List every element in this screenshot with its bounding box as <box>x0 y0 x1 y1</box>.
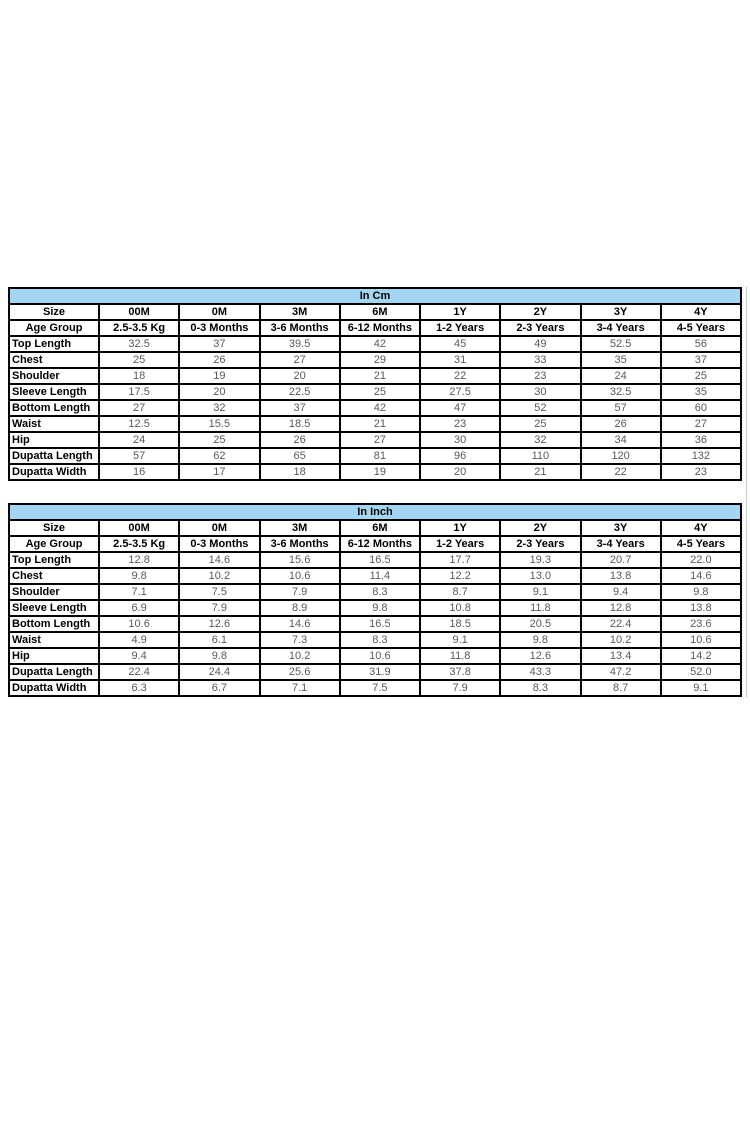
measurement-value: 120 <box>581 448 661 464</box>
measurement-value: 47 <box>420 400 500 416</box>
measurement-row-dupatta-width <box>9 464 741 480</box>
measurement-value: 23.6 <box>661 616 741 632</box>
measurement-value: 9.8 <box>340 600 420 616</box>
measurement-label: Chest <box>9 352 99 368</box>
measurement-value: 36 <box>661 432 741 448</box>
size-header-cell: 00M <box>99 520 179 536</box>
measurement-value: 17 <box>179 464 259 480</box>
measurement-value: 22.4 <box>99 664 179 680</box>
size-chart-tables <box>8 287 742 719</box>
age-group-header-row <box>9 536 741 552</box>
age-group-header-cell: 3-4 Years <box>581 536 661 552</box>
measurement-value: 52 <box>500 400 580 416</box>
measurement-value: 16.5 <box>340 552 420 568</box>
measurement-value: 19 <box>179 368 259 384</box>
size-header-cell: 0M <box>179 520 259 536</box>
measurement-value: 57 <box>99 448 179 464</box>
measurement-value: 9.4 <box>99 648 179 664</box>
measurement-value: 24 <box>99 432 179 448</box>
measurement-value: 20 <box>260 368 340 384</box>
measurement-value: 81 <box>340 448 420 464</box>
age-group-header-cell: 6-12 Months <box>340 536 420 552</box>
measurement-value: 132 <box>661 448 741 464</box>
measurement-value: 22.5 <box>260 384 340 400</box>
measurement-value: 42 <box>340 336 420 352</box>
measurement-value: 8.7 <box>581 680 661 696</box>
measurement-label: Top Length <box>9 336 99 352</box>
size-header-label: Size <box>9 520 99 536</box>
size-header-cell: 2Y <box>500 520 580 536</box>
measurement-value: 37 <box>179 336 259 352</box>
measurement-value: 32 <box>500 432 580 448</box>
measurement-label: Top Length <box>9 552 99 568</box>
age-group-header-cell: 3-6 Months <box>260 320 340 336</box>
measurement-value: 110 <box>500 448 580 464</box>
size-header-row <box>9 520 741 536</box>
measurement-value: 32.5 <box>581 384 661 400</box>
size-header-cell: 6M <box>340 520 420 536</box>
age-group-header-cell: 2.5-3.5 Kg <box>99 536 179 552</box>
measurement-value: 57 <box>581 400 661 416</box>
size-header-cell: 0M <box>179 304 259 320</box>
measurement-value: 27 <box>340 432 420 448</box>
size-header-cell: 1Y <box>420 520 500 536</box>
measurement-label: Chest <box>9 568 99 584</box>
measurement-value: 26 <box>179 352 259 368</box>
measurement-value: 6.9 <box>99 600 179 616</box>
measurement-label: Dupatta Length <box>9 664 99 680</box>
measurement-label: Bottom Length <box>9 616 99 632</box>
measurement-value: 6.7 <box>179 680 259 696</box>
age-group-header-cell: 4-5 Years <box>661 536 741 552</box>
measurement-value: 10.6 <box>340 648 420 664</box>
measurement-row-hip <box>9 648 741 664</box>
measurement-value: 35 <box>661 384 741 400</box>
measurement-value: 37 <box>260 400 340 416</box>
table-title: In Inch <box>9 504 741 520</box>
size-header-cell: 4Y <box>661 520 741 536</box>
measurement-value: 31.9 <box>340 664 420 680</box>
measurement-value: 14.2 <box>661 648 741 664</box>
measurement-value: 19 <box>340 464 420 480</box>
measurement-value: 32 <box>179 400 259 416</box>
measurement-value: 7.1 <box>260 680 340 696</box>
measurement-value: 9.8 <box>661 584 741 600</box>
measurement-value: 4.9 <box>99 632 179 648</box>
measurement-label: Waist <box>9 632 99 648</box>
measurement-label: Dupatta Length <box>9 448 99 464</box>
measurement-value: 23 <box>500 368 580 384</box>
measurement-value: 24 <box>581 368 661 384</box>
measurement-row-top-length <box>9 552 741 568</box>
measurement-value: 26 <box>581 416 661 432</box>
measurement-row-sleeve-length <box>9 600 741 616</box>
measurement-value: 9.8 <box>500 632 580 648</box>
measurement-value: 12.5 <box>99 416 179 432</box>
measurement-value: 7.9 <box>260 584 340 600</box>
table-title-row <box>9 504 741 520</box>
measurement-value: 65 <box>260 448 340 464</box>
measurement-label: Sleeve Length <box>9 600 99 616</box>
measurement-value: 8.3 <box>340 632 420 648</box>
measurement-value: 11.8 <box>420 648 500 664</box>
measurement-value: 24.4 <box>179 664 259 680</box>
measurement-value: 62 <box>179 448 259 464</box>
measurement-value: 52.5 <box>581 336 661 352</box>
measurement-value: 9.1 <box>661 680 741 696</box>
measurement-row-sleeve-length <box>9 384 741 400</box>
measurement-row-waist <box>9 632 741 648</box>
measurement-value: 16 <box>99 464 179 480</box>
age-group-header-label: Age Group <box>9 536 99 552</box>
measurement-value: 8.9 <box>260 600 340 616</box>
measurement-label: Dupatta Width <box>9 464 99 480</box>
size-header-cell: 6M <box>340 304 420 320</box>
measurement-value: 37 <box>661 352 741 368</box>
measurement-value: 34 <box>581 432 661 448</box>
measurement-value: 11.8 <box>500 600 580 616</box>
measurement-value: 25 <box>661 368 741 384</box>
measurement-value: 30 <box>420 432 500 448</box>
measurement-value: 18.5 <box>420 616 500 632</box>
measurement-label: Bottom Length <box>9 400 99 416</box>
measurement-value: 20 <box>179 384 259 400</box>
measurement-value: 32.5 <box>99 336 179 352</box>
measurement-value: 16.5 <box>340 616 420 632</box>
measurement-value: 9.1 <box>500 584 580 600</box>
measurement-value: 13.0 <box>500 568 580 584</box>
measurement-value: 10.2 <box>260 648 340 664</box>
measurement-value: 9.8 <box>179 648 259 664</box>
measurement-value: 7.3 <box>260 632 340 648</box>
measurement-value: 17.7 <box>420 552 500 568</box>
measurement-value: 96 <box>420 448 500 464</box>
measurement-row-hip <box>9 432 741 448</box>
size-header-cell: 00M <box>99 304 179 320</box>
measurement-value: 7.9 <box>179 600 259 616</box>
measurement-value: 31 <box>420 352 500 368</box>
size-header-cell: 3Y <box>581 304 661 320</box>
measurement-value: 6.1 <box>179 632 259 648</box>
measurement-value: 22 <box>420 368 500 384</box>
age-group-header-cell: 6-12 Months <box>340 320 420 336</box>
measurement-value: 13.8 <box>581 568 661 584</box>
measurement-value: 56 <box>661 336 741 352</box>
measurement-value: 21 <box>340 416 420 432</box>
measurement-label: Shoulder <box>9 584 99 600</box>
measurement-value: 23 <box>420 416 500 432</box>
measurement-value: 14.6 <box>179 552 259 568</box>
measurement-row-dupatta-length <box>9 664 741 680</box>
measurement-value: 12.8 <box>581 600 661 616</box>
measurement-value: 43.3 <box>500 664 580 680</box>
measurement-label: Sleeve Length <box>9 384 99 400</box>
measurement-value: 7.1 <box>99 584 179 600</box>
measurement-value: 21 <box>500 464 580 480</box>
measurement-value: 26 <box>260 432 340 448</box>
measurement-value: 27 <box>661 416 741 432</box>
measurement-row-waist <box>9 416 741 432</box>
measurement-value: 20.7 <box>581 552 661 568</box>
measurement-row-chest <box>9 568 741 584</box>
measurement-value: 25.6 <box>260 664 340 680</box>
measurement-row-dupatta-length <box>9 448 741 464</box>
measurement-value: 10.6 <box>99 616 179 632</box>
measurement-value: 15.5 <box>179 416 259 432</box>
measurement-value: 19.3 <box>500 552 580 568</box>
measurement-value: 8.3 <box>500 680 580 696</box>
measurement-value: 9.1 <box>420 632 500 648</box>
size-header-cell: 2Y <box>500 304 580 320</box>
measurement-row-bottom-length <box>9 616 741 632</box>
measurement-value: 12.6 <box>500 648 580 664</box>
measurement-value: 10.2 <box>581 632 661 648</box>
measurement-value: 22.4 <box>581 616 661 632</box>
size-header-cell: 3Y <box>581 520 661 536</box>
measurement-value: 20.5 <box>500 616 580 632</box>
measurement-value: 42 <box>340 400 420 416</box>
measurement-row-shoulder <box>9 584 741 600</box>
measurement-value: 18 <box>260 464 340 480</box>
measurement-value: 7.5 <box>179 584 259 600</box>
measurement-value: 39.5 <box>260 336 340 352</box>
measurement-value: 20 <box>420 464 500 480</box>
measurement-value: 37.8 <box>420 664 500 680</box>
measurement-value: 9.8 <box>99 568 179 584</box>
age-group-header-cell: 2.5-3.5 Kg <box>99 320 179 336</box>
measurement-value: 33 <box>500 352 580 368</box>
measurement-value: 25 <box>179 432 259 448</box>
measurement-value: 27 <box>99 400 179 416</box>
age-group-header-cell: 1-2 Years <box>420 320 500 336</box>
measurement-label: Hip <box>9 648 99 664</box>
size-table-in-inch <box>8 503 742 697</box>
measurement-label: Hip <box>9 432 99 448</box>
measurement-row-bottom-length <box>9 400 741 416</box>
measurement-label: Shoulder <box>9 368 99 384</box>
measurement-value: 52.0 <box>661 664 741 680</box>
measurement-value: 17.5 <box>99 384 179 400</box>
measurement-value: 25 <box>500 416 580 432</box>
size-header-cell: 3M <box>260 520 340 536</box>
measurement-value: 11.4 <box>340 568 420 584</box>
measurement-row-chest <box>9 352 741 368</box>
measurement-row-dupatta-width <box>9 680 741 696</box>
measurement-value: 10.2 <box>179 568 259 584</box>
measurement-value: 60 <box>661 400 741 416</box>
measurement-value: 10.6 <box>260 568 340 584</box>
measurement-value: 13.4 <box>581 648 661 664</box>
age-group-header-label: Age Group <box>9 320 99 336</box>
measurement-value: 13.8 <box>661 600 741 616</box>
measurement-value: 15.6 <box>260 552 340 568</box>
measurement-value: 10.6 <box>661 632 741 648</box>
measurement-value: 49 <box>500 336 580 352</box>
age-group-header-cell: 0-3 Months <box>179 536 259 552</box>
measurement-row-top-length <box>9 336 741 352</box>
table-title: In Cm <box>9 288 741 304</box>
measurement-value: 25 <box>99 352 179 368</box>
measurement-value: 14.6 <box>661 568 741 584</box>
age-group-header-cell: 2-3 Years <box>500 536 580 552</box>
measurement-value: 18.5 <box>260 416 340 432</box>
age-group-header-cell: 3-4 Years <box>581 320 661 336</box>
measurement-label: Dupatta Width <box>9 680 99 696</box>
measurement-value: 35 <box>581 352 661 368</box>
measurement-value: 12.2 <box>420 568 500 584</box>
age-group-header-cell: 1-2 Years <box>420 536 500 552</box>
table-title-row <box>9 288 741 304</box>
measurement-value: 7.9 <box>420 680 500 696</box>
measurement-value: 27 <box>260 352 340 368</box>
measurement-value: 21 <box>340 368 420 384</box>
measurement-value: 22.0 <box>661 552 741 568</box>
measurement-value: 30 <box>500 384 580 400</box>
measurement-value: 25 <box>340 384 420 400</box>
measurement-value: 12.8 <box>99 552 179 568</box>
measurement-value: 9.4 <box>581 584 661 600</box>
size-header-label: Size <box>9 304 99 320</box>
measurement-value: 12.6 <box>179 616 259 632</box>
measurement-value: 14.6 <box>260 616 340 632</box>
measurement-value: 47.2 <box>581 664 661 680</box>
size-header-cell: 1Y <box>420 304 500 320</box>
measurement-value: 45 <box>420 336 500 352</box>
size-header-cell: 3M <box>260 304 340 320</box>
age-group-header-cell: 3-6 Months <box>260 536 340 552</box>
measurement-value: 8.3 <box>340 584 420 600</box>
measurement-value: 27.5 <box>420 384 500 400</box>
measurement-value: 23 <box>661 464 741 480</box>
age-group-header-cell: 2-3 Years <box>500 320 580 336</box>
age-group-header-row <box>9 320 741 336</box>
age-group-header-cell: 4-5 Years <box>661 320 741 336</box>
measurement-value: 29 <box>340 352 420 368</box>
size-table-in-cm <box>8 287 742 481</box>
measurement-row-shoulder <box>9 368 741 384</box>
size-header-row <box>9 304 741 320</box>
measurement-value: 18 <box>99 368 179 384</box>
measurement-value: 22 <box>581 464 661 480</box>
measurement-label: Waist <box>9 416 99 432</box>
measurement-value: 7.5 <box>340 680 420 696</box>
measurement-value: 6.3 <box>99 680 179 696</box>
measurement-value: 10.8 <box>420 600 500 616</box>
age-group-header-cell: 0-3 Months <box>179 320 259 336</box>
measurement-value: 8.7 <box>420 584 500 600</box>
spreadsheet-gridline <box>746 287 747 697</box>
size-header-cell: 4Y <box>661 304 741 320</box>
